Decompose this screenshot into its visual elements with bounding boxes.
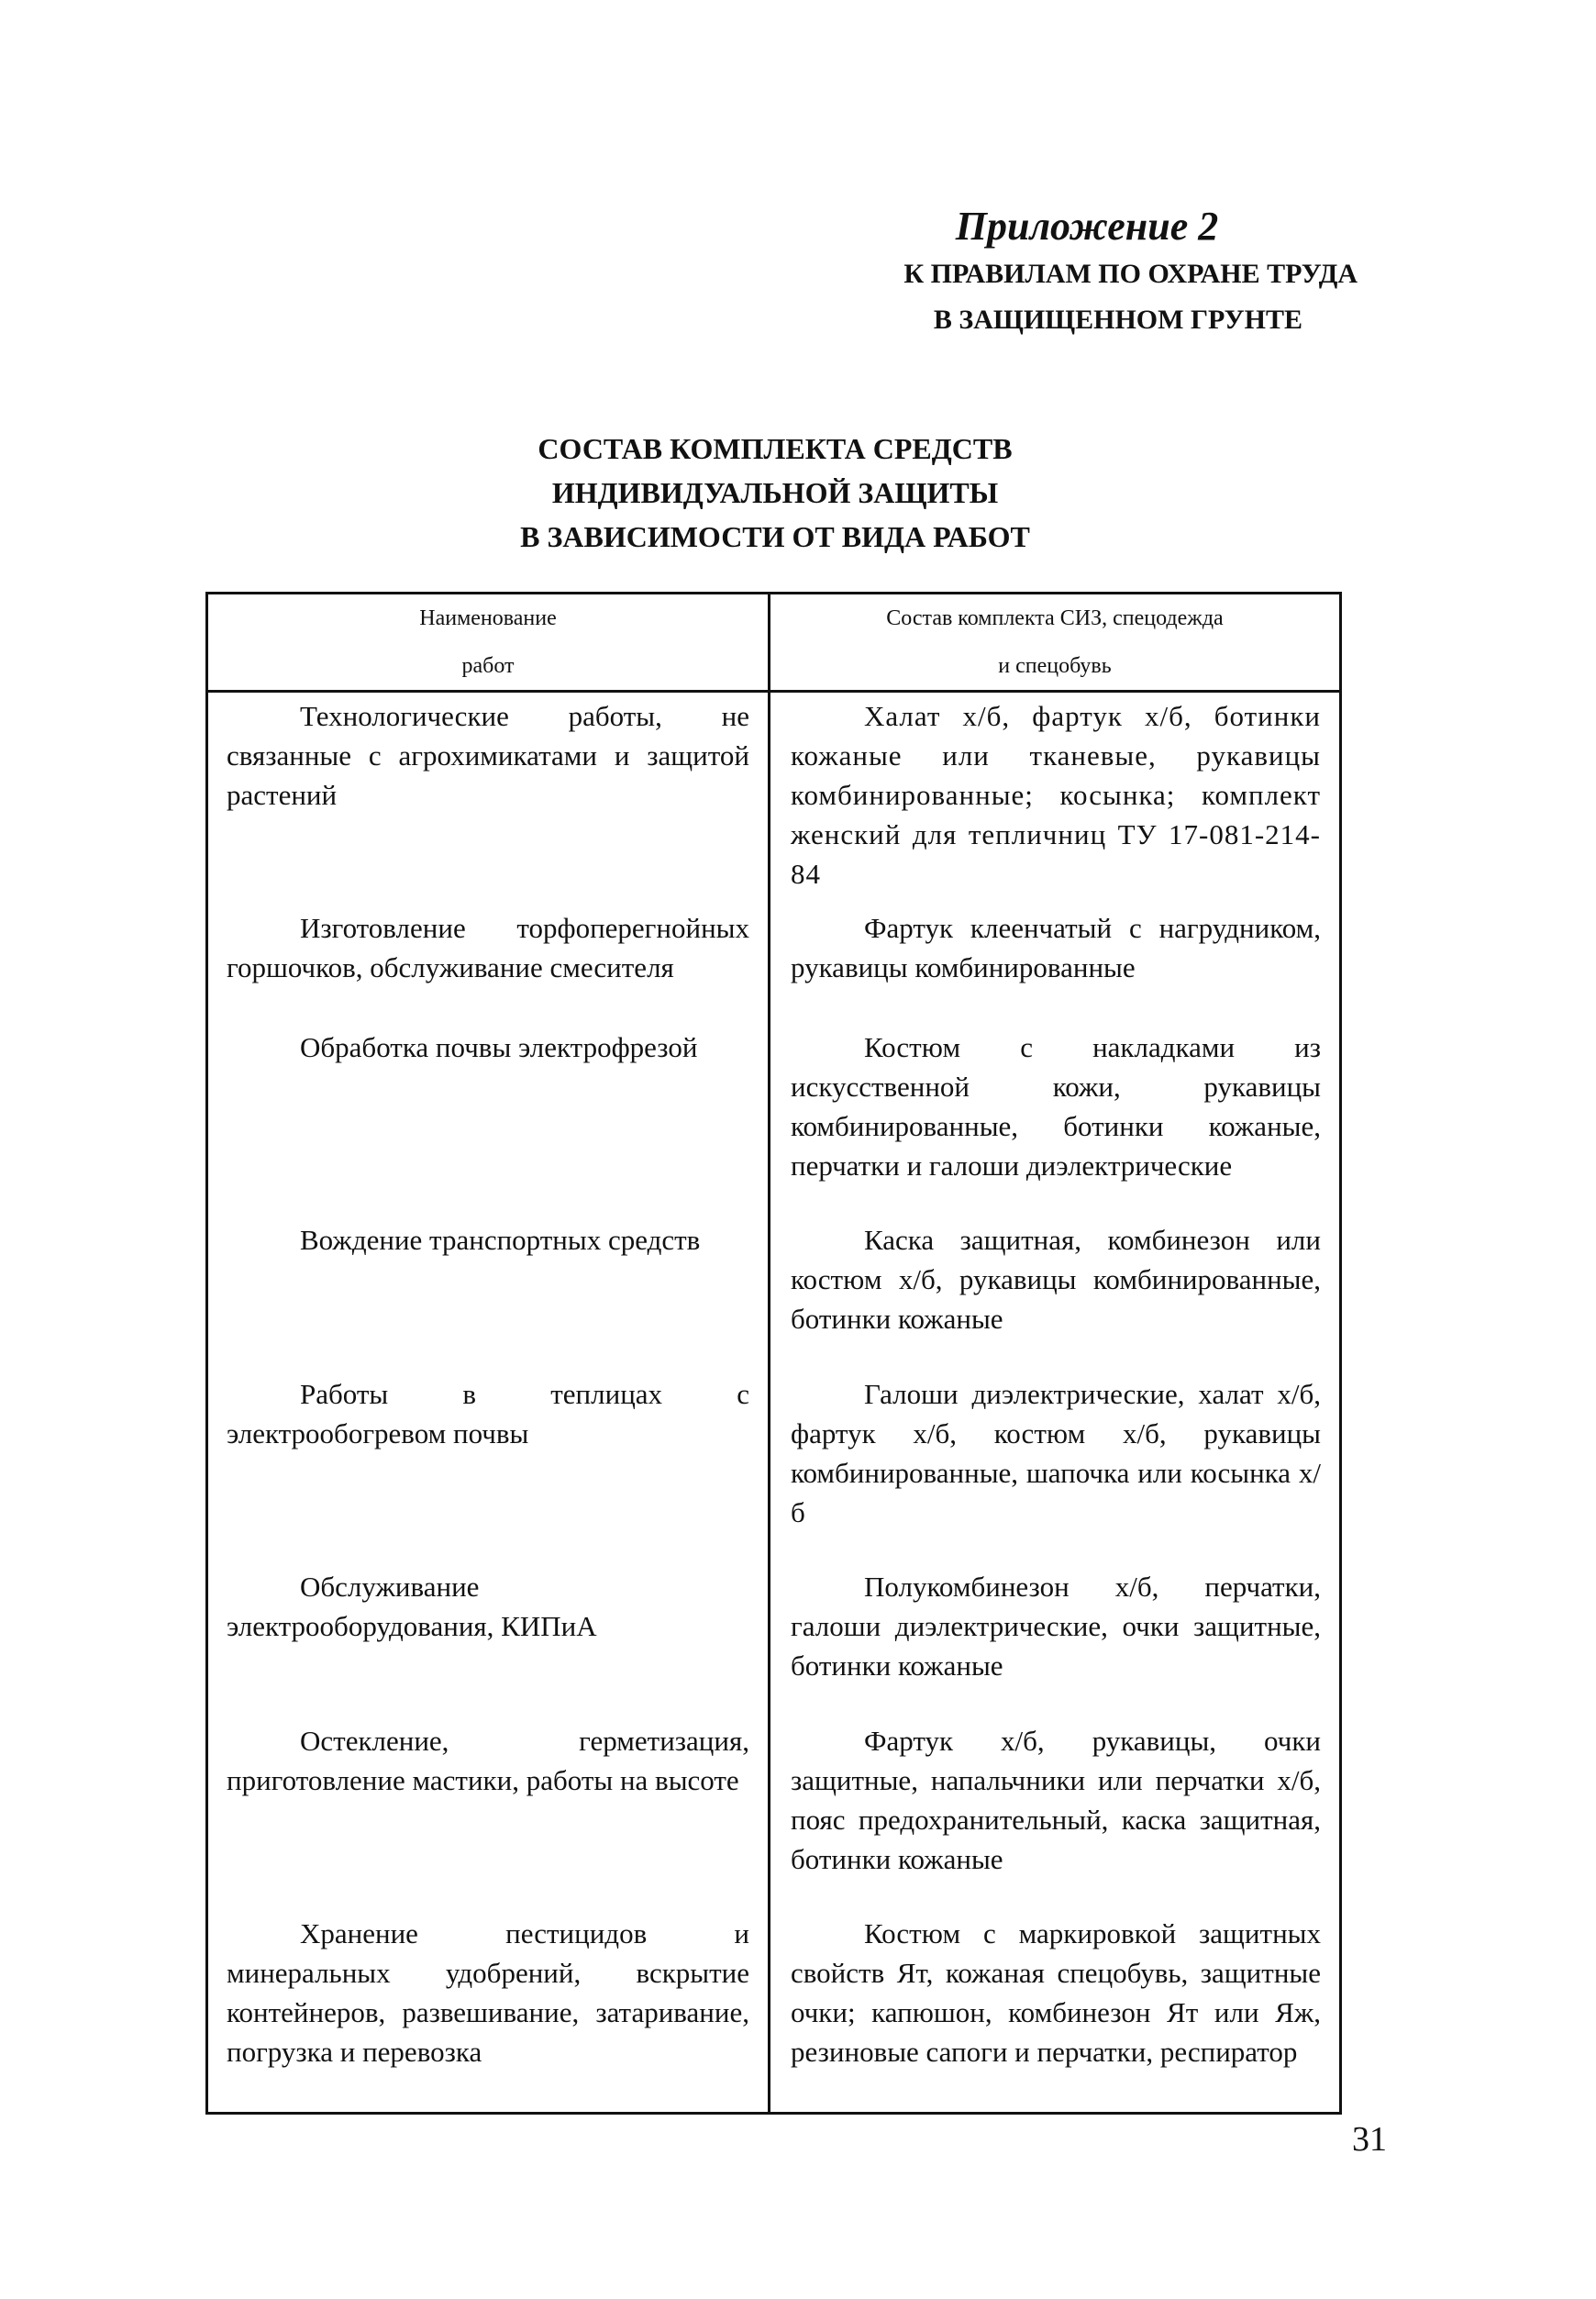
ppe-kit-cell: Халат х/б, фартук х/б, ботинки кожаные или тканевые, рукавицы комбинированные; косынка; комплект женский для тепличниц ТУ 17-081-214-84 [770,692,1341,905]
ppe-kit-cell: Каска защитная, комбинезон или костюм х/б, рукавицы комбинированные, ботинки кожаные [770,1216,1341,1371]
work-name-cell: Работы в теплицах с электрообогревом почвы [207,1371,770,1563]
table-row [207,1717,1341,1910]
header-kit-line1: Состав комплекта СИЗ, спецодежда [886,606,1224,630]
table-row [207,905,1341,1024]
table-row [207,692,1341,905]
table-row [207,1024,1341,1216]
table-header-row [207,594,1341,692]
page-number: 31 [1352,2120,1387,2159]
document-title [0,427,1550,559]
work-name-cell: Хранение пестицидов и минеральных удобрений, вскрытие контейнеров, развешивание, затаривание, погрузка и перевозка [207,1910,770,2114]
work-name-cell: Обработка почвы электрофрезой [207,1024,770,1216]
header-work-line1: Наименование [419,606,557,630]
ppe-kit-cell: Костюм с накладками из искусственной кожи, рукавицы комбинированные, ботинки кожаные, перчатки и галоши диэлектрические [770,1024,1341,1216]
header-work-name [207,594,770,692]
table-row [207,1563,1341,1717]
appendix-subtitle-line2: В ЗАЩИЩЕННОМ ГРУНТЕ [933,305,1302,335]
document-title-line1: СОСТАВ КОМПЛЕКТА СРЕДСТВ [538,432,1013,465]
appendix-title: Приложение 2 [955,204,1219,249]
appendix-heading [715,202,1358,343]
table-row [207,1216,1341,1371]
appendix-subtitle-line1: К ПРАВИЛАМ ПО ОХРАНЕ ТРУДА [903,259,1358,289]
work-name-cell: Обслуживание электрооборудования, КИПиА [207,1563,770,1717]
ppe-kit-cell: Галоши диэлектрические, халат х/б, фартук х/б, костюм х/б, рукавицы комбинированные, шапочка или косынка х/б [770,1371,1341,1563]
header-ppe-kit [770,594,1341,692]
table-row [207,1371,1341,1563]
work-name-cell: Изготовление торфоперегнойных горшочков, обслуживание смесителя [207,905,770,1024]
ppe-kit-cell: Фартук х/б, рукавицы, очки защитные, напальчники или перчатки х/б, пояс предохранительный, каска защитная, ботинки кожаные [770,1717,1341,1910]
work-name-cell: Остекление, герметизация, приготовление мастики, работы на высоте [207,1717,770,1910]
ppe-kit-cell: Фартук клеенчатый с нагрудником, рукавицы комбинированные [770,905,1341,1024]
ppe-table [205,592,1342,2115]
header-kit-line2: и спецобувь [998,654,1112,678]
header-work-line2: работ [461,654,515,678]
work-name-cell: Вождение транспортных средств [207,1216,770,1371]
ppe-kit-cell: Костюм с маркировкой защитных свойств Ят, кожаная спецобувь, защитные очки; капюшон, комбинезон Ят или Яж, резиновые сапоги и перчатки, респиратор [770,1910,1341,2114]
ppe-kit-cell: Полукомбинезон х/б, перчатки, галоши диэлектрические, очки защитные, ботинки кожаные [770,1563,1341,1717]
document-title-line3: В ЗАВИСИМОСТИ ОТ ВИДА РАБОТ [520,520,1030,553]
document-title-line2: ИНДИВИДУАЛЬНОЙ ЗАЩИТЫ [551,476,999,509]
table-row [207,1910,1341,2114]
work-name-cell: Технологические работы, не связанные с агрохимикатами и защитой растений [207,692,770,905]
